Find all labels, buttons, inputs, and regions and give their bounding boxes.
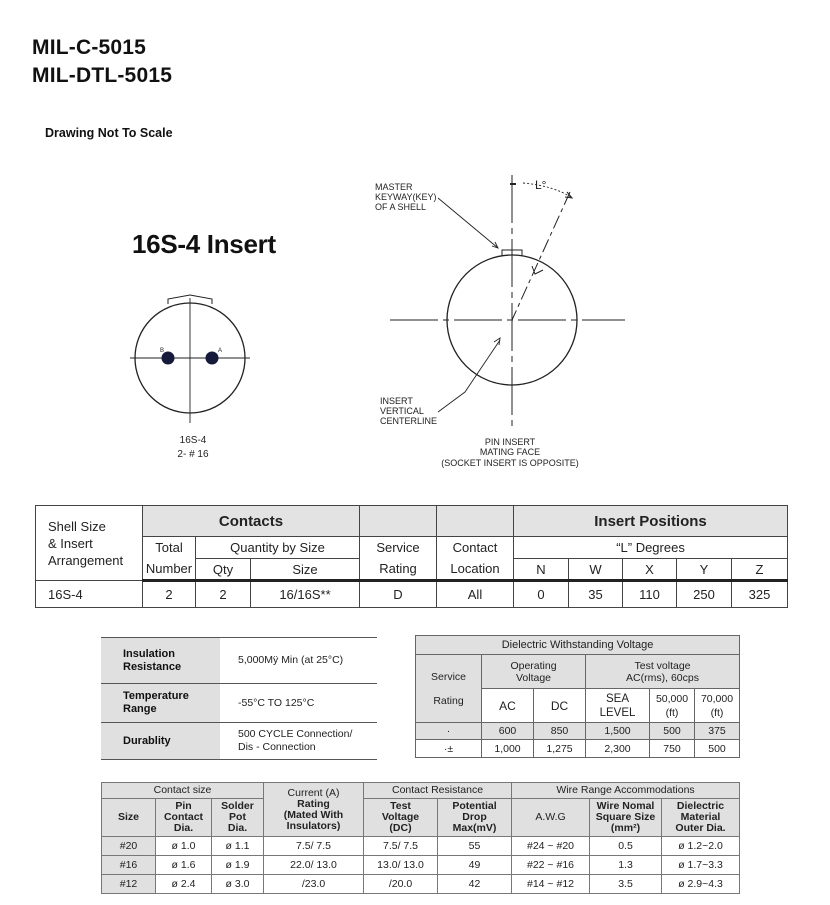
insert-caption-line1: 16S-4 [179, 435, 207, 446]
awg-header: A.W.G [512, 799, 590, 837]
position-w-cell: 35 [569, 581, 623, 608]
sea-level-line2: LEVEL [599, 706, 636, 719]
insulation-value: 5,000Mÿ Min (at 25°C) [220, 638, 377, 684]
insert-spec-table [35, 505, 788, 608]
contact-size-header: Contact size [102, 783, 264, 799]
dielectric-50000-cell: 500 [650, 723, 695, 740]
position-y-header: Y [677, 559, 732, 581]
test-voltage-cell: 7.5/ 7.5 [364, 837, 438, 856]
sea-level-line1: SEA [605, 692, 629, 705]
test-voltage-cell: /20.0 [364, 875, 438, 894]
location-header: Location [437, 559, 514, 581]
dc-header: DC [534, 689, 586, 723]
durability-value-line2: Dis - Connection [238, 741, 316, 753]
wire-square-header [590, 799, 662, 837]
contact-b-label: B [160, 348, 165, 354]
ac-header: AC [482, 689, 534, 723]
position-z-header: Z [732, 559, 788, 581]
durability-value-line1: 500 CYCLE Connection/ [238, 728, 353, 740]
test-voltage-header [586, 655, 740, 689]
current-line3: (Mated With [283, 808, 344, 821]
contact-size-cell: #20 [102, 837, 156, 856]
face-label-line1: PIN INSERT [484, 437, 536, 447]
potential-drop-cell: 49 [438, 856, 512, 875]
current-cell: /23.0 [264, 875, 364, 894]
size-cell: 16/16S** [251, 581, 360, 608]
current-cell: 7.5/ 7.5 [264, 837, 364, 856]
position-y-cell: 250 [677, 581, 732, 608]
contact-resistance-header: Contact Resistance [364, 783, 512, 799]
angle-arc [523, 183, 572, 198]
service-rating-line1: Service [430, 670, 466, 683]
solder-line3: Dia. [227, 822, 248, 834]
pin-dia-cell: ø 1.6 [156, 856, 212, 875]
dmo-line3: Outer Dia. [675, 822, 726, 834]
dielectric-outer-cell: ø 1.2~2.0 [662, 837, 740, 856]
alt-50000-header [650, 689, 695, 723]
angle-label: L° [535, 178, 547, 192]
alt-50000-line1: 50,000 [655, 692, 689, 705]
dielectric-service-cell: ·± [416, 740, 482, 758]
table-row [101, 638, 377, 684]
drop-line3: Max(mV) [452, 822, 497, 834]
alt-70000-header [695, 689, 740, 723]
wns-line2: Square Size [595, 811, 656, 823]
insulation-label [101, 638, 220, 684]
test-line3: (DC) [389, 822, 412, 834]
service-rating-header [416, 655, 482, 723]
solder-dia-cell: ø 1.1 [212, 837, 264, 856]
solder-dia-cell: ø 3.0 [212, 875, 264, 894]
insert-positions-header: Insert Positions [514, 506, 788, 537]
insert-caption-line2: 2- # 16 [177, 449, 209, 460]
service-header-blank [360, 506, 437, 537]
table-row [102, 837, 740, 856]
operating-voltage-header [482, 655, 586, 689]
wns-line1: Wire Nomal [596, 800, 655, 812]
contact-header-blank [437, 506, 514, 537]
solder-pot-header [212, 799, 264, 837]
test-voltage-cell: 13.0/ 13.0 [364, 856, 438, 875]
keyway-label-line3: OF A SHELL [375, 202, 427, 212]
arrangement-cell: 16S-4 [36, 581, 143, 608]
table-row [416, 740, 740, 758]
quantity-by-size-header: Quantity by Size [196, 537, 360, 559]
keyway-label-line2: KEYWAY(KEY) [375, 192, 437, 202]
rating-header: Rating [360, 559, 437, 581]
service-header: Service [360, 537, 437, 559]
insert-arrangement-diagram [120, 290, 260, 465]
centerline-label-line1: INSERT [380, 396, 413, 406]
temperature-label-line1: Temperature [123, 690, 189, 702]
document-title: MIL-C-5015 [32, 36, 147, 59]
table-row [101, 684, 377, 723]
position-x-cell: 110 [623, 581, 677, 608]
temperature-label-line2: Range [123, 703, 157, 715]
durability-label: Durablity [101, 723, 220, 760]
test-voltage-line1: Test voltage [634, 659, 691, 672]
durability-value [220, 723, 377, 760]
insulation-label-line1: Insulation [123, 647, 175, 660]
size-col-header: Size [102, 799, 156, 837]
dielectric-ac-cell: 1,000 [482, 740, 534, 758]
table-row [102, 875, 740, 894]
alt-50000-line2: (ft) [665, 706, 679, 719]
centerline-label-line2: VERTICAL [380, 406, 424, 416]
operating-voltage-line2: Voltage [515, 671, 552, 684]
table-row [416, 723, 740, 740]
centerline-leader [438, 340, 500, 412]
pin-contact-header [156, 799, 212, 837]
drawing-note: Drawing Not To Scale [45, 126, 173, 140]
contact-size-cell: #12 [102, 875, 156, 894]
pin-line3: Dia. [173, 822, 194, 834]
document-subtitle-spec: MIL-DTL-5015 [32, 64, 173, 87]
qty-cell: 2 [196, 581, 251, 608]
shell-size-header [36, 506, 143, 581]
awg-cell: #22 ~ #16 [512, 856, 590, 875]
number-header: Number [143, 559, 196, 581]
drop-line2: Drop [462, 811, 487, 823]
contact-header: Contact [437, 537, 514, 559]
dielectric-dc-cell: 850 [534, 723, 586, 740]
dielectric-50000-cell: 750 [650, 740, 695, 758]
pin-line2: Contact [163, 811, 204, 823]
current-rating-header [264, 783, 364, 837]
temperature-label [101, 684, 220, 723]
position-x-header: X [623, 559, 677, 581]
qty-header: Qty [196, 559, 251, 581]
test-line1: Test [390, 800, 411, 812]
awg-cell: #14 ~ #12 [512, 875, 590, 894]
wire-range-header: Wire Range Accommodations [512, 783, 740, 799]
dielectric-70000-cell: 500 [695, 740, 740, 758]
potential-drop-cell: 55 [438, 837, 512, 856]
solder-line2: Pot [229, 811, 246, 823]
table-row [101, 723, 377, 760]
potential-drop-cell: 42 [438, 875, 512, 894]
test-voltage-col-header [364, 799, 438, 837]
wire-square-cell: 3.5 [590, 875, 662, 894]
position-z-cell: 325 [732, 581, 788, 608]
pin-dia-cell: ø 1.0 [156, 837, 212, 856]
dielectric-outer-cell: ø 1.7~3.3 [662, 856, 740, 875]
service-rating-line2: Rating [433, 694, 464, 707]
dmo-line1: Dielectric [676, 800, 725, 812]
dielectric-sea-cell: 1,500 [586, 723, 650, 740]
pin-dia-cell: ø 2.4 [156, 875, 212, 894]
shell-header-line2: & Insert [48, 535, 93, 551]
drop-line1: Potential [452, 800, 497, 812]
dielectric-service-cell: · [416, 723, 482, 740]
test-line2: Voltage [381, 811, 420, 823]
contact-a [206, 352, 219, 365]
position-n-header: N [514, 559, 569, 581]
position-w-header: W [569, 559, 623, 581]
dielectric-dc-cell: 1,275 [534, 740, 586, 758]
table-row [36, 581, 788, 608]
wns-line3: (mm²) [610, 822, 641, 834]
awg-cell: #24 ~ #20 [512, 837, 590, 856]
dielectric-sea-cell: 2,300 [586, 740, 650, 758]
face-label-line2: MATING FACE [479, 447, 541, 457]
current-cell: 22.0/ 13.0 [264, 856, 364, 875]
location-cell: All [437, 581, 514, 608]
dielectric-title: Dielectric Withstanding Voltage [416, 636, 740, 655]
wire-square-cell: 0.5 [590, 837, 662, 856]
temperature-value: -55°C TO 125°C [220, 684, 377, 723]
dielectric-table [415, 635, 740, 758]
solder-dia-cell: ø 1.9 [212, 856, 264, 875]
total-cell: 2 [143, 581, 196, 608]
contacts-header: Contacts [143, 506, 360, 537]
insulation-table [101, 637, 377, 760]
current-line2: Rating [297, 797, 330, 810]
mating-face-diagram [360, 170, 650, 475]
insulation-label-line2: Resistance [123, 660, 182, 673]
dielectric-outer-cell: ø 2.9~4.3 [662, 875, 740, 894]
alt-70000-line2: (ft) [710, 706, 724, 719]
current-line4: Insulators) [286, 819, 341, 832]
dielectric-70000-cell: 375 [695, 723, 740, 740]
pin-line1: Pin [175, 800, 192, 812]
total-header: Total [143, 537, 196, 559]
keyway-leader [438, 198, 498, 248]
wire-square-cell: 1.3 [590, 856, 662, 875]
alt-70000-line1: 70,000 [700, 692, 734, 705]
rating-cell: D [360, 581, 437, 608]
contact-size-cell: #16 [102, 856, 156, 875]
sea-level-header [586, 689, 650, 723]
dmo-line2: Material [680, 811, 721, 823]
operating-voltage-line1: Operating [510, 659, 557, 672]
shell-header-line3: Arrangement [48, 552, 124, 568]
contact-size-table [101, 782, 740, 894]
face-label-line3: (SOCKET INSERT IS OPPOSITE) [441, 458, 579, 468]
dielectric-outer-header [662, 799, 740, 837]
l-degrees-header: “L” Degrees [514, 537, 788, 559]
position-n-cell: 0 [514, 581, 569, 608]
test-voltage-line2: AC(rms), 60cps [626, 671, 699, 684]
insert-title: 16S-4 Insert [132, 229, 276, 259]
centerline-label-line3: CENTERLINE [380, 416, 438, 426]
shell-header-line1: Shell Size [48, 518, 106, 534]
potential-drop-header [438, 799, 512, 837]
table-row [102, 856, 740, 875]
dielectric-ac-cell: 600 [482, 723, 534, 740]
contact-a-label: A [218, 348, 223, 354]
solder-line1: Solder [221, 800, 254, 812]
size-header: Size [251, 559, 360, 581]
keyway-label-line1: MASTER [375, 182, 413, 192]
current-line1: Current (A) [287, 786, 340, 799]
